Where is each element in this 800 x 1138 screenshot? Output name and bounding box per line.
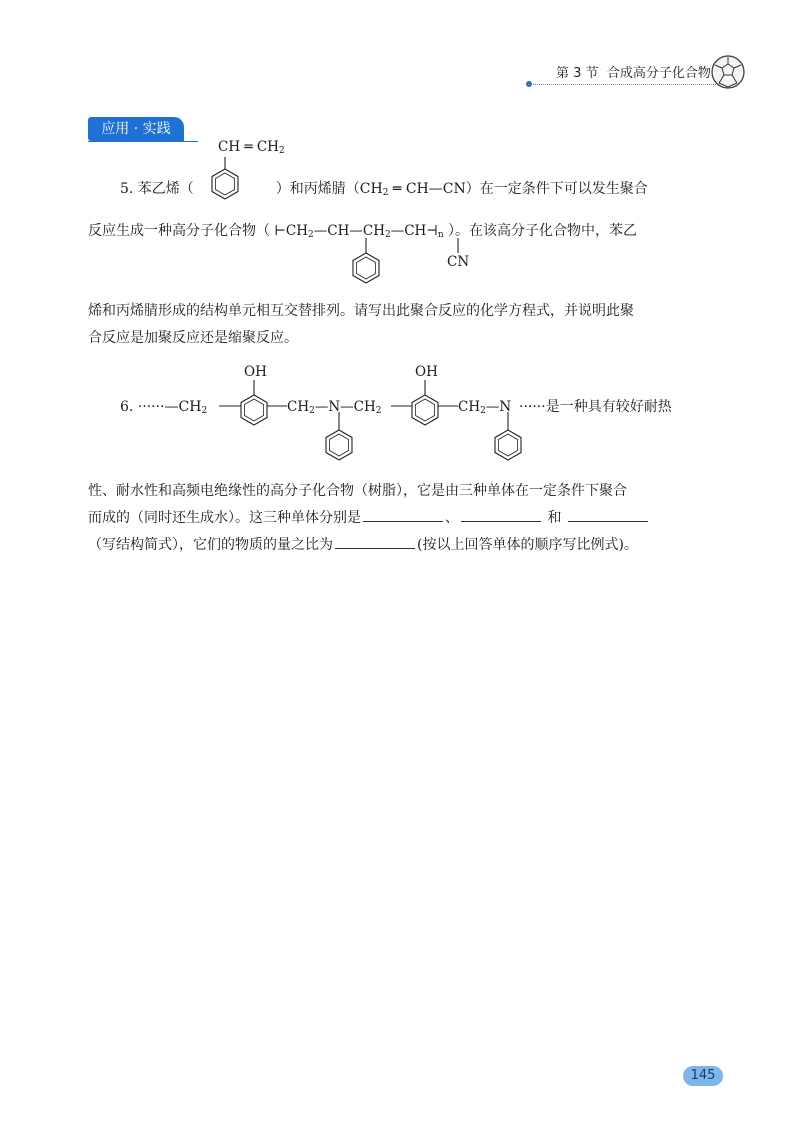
- answer-blank-3[interactable]: [568, 509, 648, 522]
- q6-line2: 性、耐水性和高频电绝缘性的高分子化合物（树脂），它是由三种单体在一定条件下聚合: [88, 483, 627, 499]
- section-number: 第 3 节: [556, 66, 599, 81]
- polymer-benzene-ring: [353, 238, 379, 283]
- q6-line1-suffix: ······是一种具有较好耐热: [519, 399, 672, 415]
- q5-line2: 反应生成一种高分子化合物（ $⊢CH_2—CH—CH_2—CH⊣_n$ ）。在该高分子化合物中，苯乙: [88, 223, 638, 240]
- section-title: 合成高分子化合物: [606, 66, 711, 81]
- resin-structure: [219, 380, 521, 460]
- q6-line4: （写结构简式），它们的物质的量之比为 (按以上回答单体的顺序写比例式)。: [88, 537, 638, 553]
- q6-methylene-amine-2: $CH_2—N$: [458, 399, 512, 416]
- q6-methylene-amine-1: $CH_2—N—CH_2$: [287, 399, 382, 416]
- page-number: 145: [683, 1066, 723, 1086]
- answer-blank-2[interactable]: [461, 509, 541, 522]
- polymer-formula: $⊢CH_2—CH—CH_2—CH⊣_n$: [270, 223, 444, 240]
- hydroxyl-label-1: OH: [244, 364, 267, 380]
- q6-line3: 而成的（同时还生成水）。这三种单体分别是 、 和: [88, 509, 650, 527]
- q5-line4: 合反应是加聚反应还是缩聚反应。: [88, 330, 298, 346]
- q5-line3: 烯和丙烯腈形成的结构单元相互交替排列。请写出此聚合反应的化学方程式，并说明此聚: [88, 303, 634, 319]
- section-badge: 应用 · 实践: [88, 117, 184, 141]
- styrene-vinyl-formula: CH ═ $CH_2$: [218, 139, 285, 156]
- q6-line1-prefix: 6. $\cdot\cdot\cdot\cdot\cdot\cdot—CH_2$: [120, 399, 208, 416]
- answer-blank-1[interactable]: [363, 509, 443, 522]
- hydroxyl-label-2: OH: [415, 364, 438, 380]
- nitrile-label: CN: [447, 254, 470, 270]
- q5-line1: 5. 苯乙烯（ ）和丙烯腈（$CH_2$ ═ CH—CN）在一定条件下可以发生聚合: [120, 181, 648, 198]
- answer-blank-ratio[interactable]: [335, 536, 415, 549]
